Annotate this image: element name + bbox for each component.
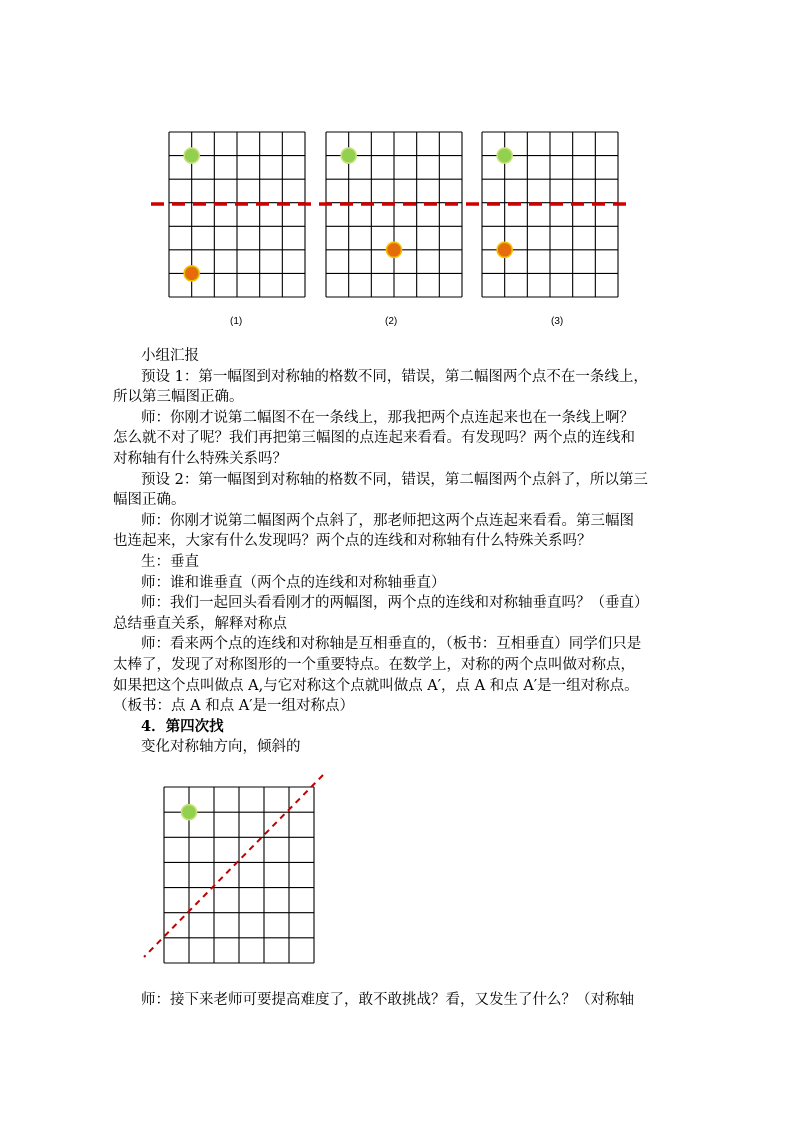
text-line: 如果把这个点叫做点 A,与它对称这个点就叫做点 A′，点 A 和点 A′是一组对称点。 <box>113 677 639 694</box>
text-line: 师：接下来老师可要提高难度了，敢不敢挑战？看，又发生了什么？（对称轴 <box>141 992 634 1008</box>
text-line: 对称轴有什么特殊关系吗？ <box>113 450 287 467</box>
caption-2: (2) <box>385 316 398 327</box>
text-line: 师：我们一起回头看看刚才的两幅图，两个点的连线和对称轴垂直吗？（垂直） <box>141 595 649 612</box>
section-heading: 4．第四次找 <box>141 717 224 735</box>
green-point-grid-2 <box>341 148 356 163</box>
green-point-grid-4 <box>182 805 197 820</box>
text-line: 小组汇报 <box>141 348 199 364</box>
diagonal-symmetry-axis <box>144 775 323 957</box>
caption-3: (3) <box>551 316 564 327</box>
three-grids-figure <box>0 0 794 330</box>
grid-4 <box>164 787 314 963</box>
text-line: 变化对称轴方向，倾斜的 <box>141 739 301 756</box>
text-line: 所以第三幅图正确。 <box>113 389 244 406</box>
orange-point-grid-1 <box>184 266 199 281</box>
text-line: 师：你刚才说第二幅图两个点斜了，那老师把这两个点连起来看看。第三幅图 <box>141 512 634 529</box>
text-line: 总结垂直关系，解释对称点 <box>113 615 287 632</box>
orange-point-grid-3 <box>497 242 512 257</box>
text-line: 预设 1：第一幅图到对称轴的格数不同，错误，第二幅图两个点不在一条线上， <box>141 368 648 385</box>
green-point-grid-3 <box>497 148 512 163</box>
caption-1: (1) <box>230 316 243 327</box>
text-line: 太棒了，发现了对称图形的一个重要特点。在数学上，对称的两个点叫做对称点， <box>113 656 635 673</box>
text-line: 师：谁和谁垂直（两个点的连线和对称轴垂直） <box>141 574 446 591</box>
green-point-grid-1 <box>184 148 199 163</box>
body-text <box>113 346 698 758</box>
text-line: （板书：点 A 和点 A′是一组对称点） <box>113 698 355 715</box>
text-line: 师：看来两个点的连线和对称轴是互相垂直的，（板书：互相垂直）同学们只是 <box>141 636 642 653</box>
text-line: 生：垂直 <box>141 553 199 570</box>
text-line: 怎么就不对了呢？我们再把第三幅图的点连起来看看。有发现吗？两个点的连线和 <box>113 430 635 447</box>
text-line: 幅图正确。 <box>113 492 186 509</box>
text-line: 也连起来，大家有什么发现吗？两个点的连线和对称轴有什么特殊关系吗？ <box>113 533 592 550</box>
text-line: 预设 2：第一幅图到对称轴的格数不同，错误，第二幅图两个点斜了，所以第三 <box>141 471 648 488</box>
orange-point-grid-2 <box>387 242 402 257</box>
closing-text <box>113 990 698 1011</box>
text-line: 师：你刚才说第二幅图不在一条线上，那我把两个点连起来也在一条线上啊？ <box>141 409 634 426</box>
